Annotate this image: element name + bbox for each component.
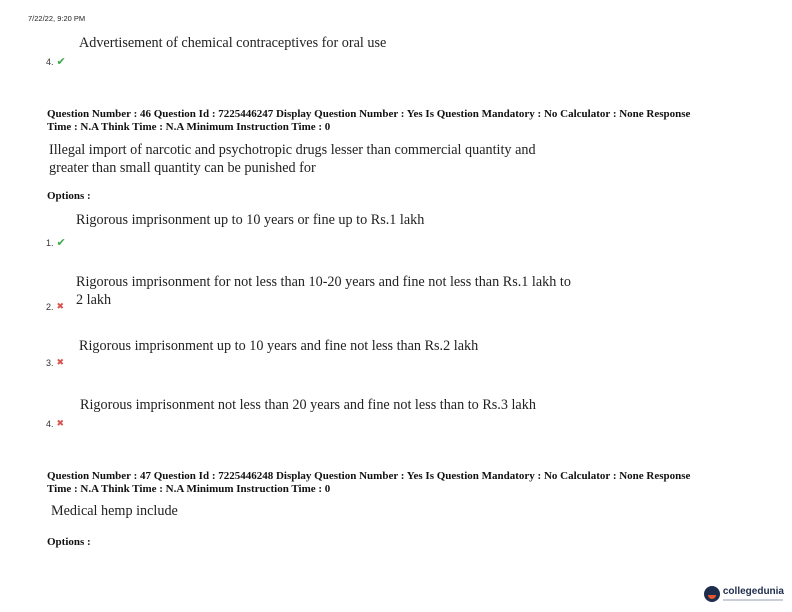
option-number-label: 4.: [46, 418, 54, 429]
option-text-line: 2 lakh: [76, 292, 112, 308]
option-4-text: Rigorous imprisonment not less than 20 years and fine not less than to Rs.3 lakh: [80, 397, 536, 413]
option-3-number: [46, 357, 64, 368]
option-2-number: [46, 301, 64, 312]
question-meta-line: Time : N.A Think Time : N.A Minimum Instruction Time : 0: [47, 121, 331, 133]
collegedunia-logo: [704, 586, 784, 602]
options-label: Options :: [47, 536, 91, 548]
question-meta-line: Question Number : 47 Question Id : 7225446248 Display Question Number : Yes Is Question Mandatory : No Calculator : None Response: [47, 470, 691, 482]
option-text-line: Rigorous imprisonment for not less than 10-20 years and fine not less than Rs.1 lakh to: [76, 274, 571, 290]
question-text-line: Illegal import of narcotic and psychotropic drugs lesser than commercial quantity and: [49, 142, 536, 158]
logo-tagline: [723, 599, 783, 601]
option-2-text: [76, 273, 571, 309]
logo-text: collegedunia: [722, 586, 784, 597]
question-text-line: greater than small quantity can be punished for: [49, 160, 316, 176]
checkmark-icon: ✔: [56, 237, 66, 249]
option-number-label: 2.: [46, 301, 54, 312]
prev-option-4-text: Advertisement of chemical contraceptives for oral use: [79, 35, 387, 51]
option-number-label: 4.: [46, 56, 54, 67]
question-meta-line: Question Number : 46 Question Id : 7225446247 Display Question Number : Yes Is Question Mandatory : No Calculator : None Response: [47, 108, 691, 120]
option-3-text: Rigorous imprisonment up to 10 years and fine not less than Rs.2 lakh: [79, 338, 479, 354]
option-number-label: 1.: [46, 237, 54, 248]
collegedunia-logo-icon: [704, 586, 720, 602]
option-1-number: [46, 236, 66, 249]
print-timestamp: 7/22/22, 9:20 PM: [28, 14, 86, 23]
question-46-meta: [47, 108, 767, 134]
prev-option-4-number: [46, 55, 66, 68]
cross-icon: ✖: [56, 357, 65, 367]
cross-icon: ✖: [56, 418, 65, 428]
option-number-label: 3.: [46, 357, 54, 368]
option-4-number: [46, 418, 64, 429]
cross-icon: ✖: [56, 301, 65, 311]
question-47-text: Medical hemp include: [51, 503, 178, 519]
question-46-text: [49, 141, 649, 177]
question-meta-line: Time : N.A Think Time : N.A Minimum Instruction Time : 0: [47, 483, 331, 495]
checkmark-icon: ✔: [56, 56, 66, 68]
option-1-text: Rigorous imprisonment up to 10 years or fine up to Rs.1 lakh: [76, 212, 425, 228]
options-label: Options :: [47, 190, 91, 202]
question-47-meta: [47, 470, 767, 496]
